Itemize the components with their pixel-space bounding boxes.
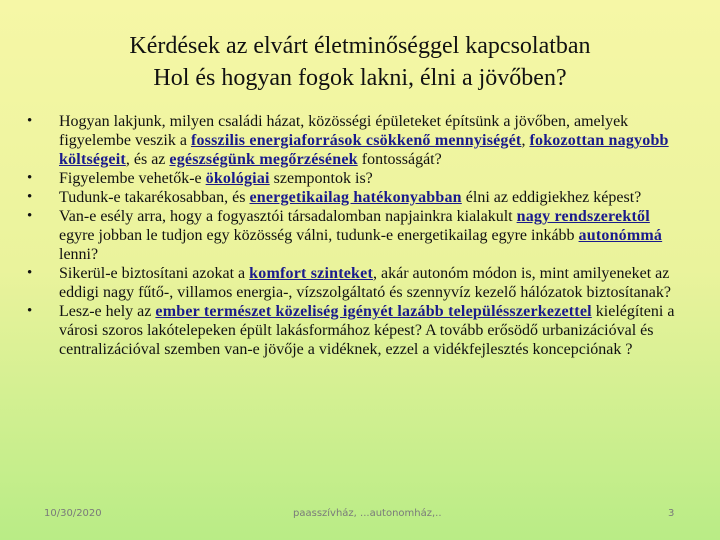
slide-title: [0, 30, 720, 94]
bullet-icon: •: [27, 265, 33, 281]
bullet-text: ,: [521, 132, 530, 149]
bullet-text: , akár autonóm módon is, mint amilyeneket az eddigi nagy fűtő-, villamos energia-, vízszolgáltató és szennyvíz kezelő hálózatok biztosítanak?: [59, 265, 671, 301]
bullet-text: fontosságát?: [357, 151, 442, 168]
highlighted-term: ökológiai: [205, 170, 270, 187]
highlighted-term: ember természet közeliség igényét lazább településszerkezettel: [155, 303, 592, 320]
bullet-text: Tudunk-e takarékosabban, és: [59, 189, 250, 206]
bullet-icon: •: [27, 303, 33, 319]
bullet-icon: •: [27, 113, 33, 129]
bullet-text: Hogyan lakjunk, milyen családi házat, közösségi épületeket építsünk a jövőben, amelyek figyelembe veszik a: [59, 113, 629, 149]
bullet-item: [24, 188, 684, 207]
slide-number: 3: [668, 508, 675, 519]
highlighted-term: energetikailag hatékonyabban: [249, 189, 462, 206]
bullet-icon: •: [27, 170, 33, 186]
bullet-list: [24, 112, 684, 359]
highlighted-term: egészségünk megőrzésének: [169, 151, 358, 168]
bullet-text: élni az eddigiekhez képest?: [461, 189, 642, 206]
highlighted-term: nagy rendszerektől: [516, 208, 650, 225]
highlighted-term: fosszilis energiaforrások csökkenő mennyiségét: [190, 132, 522, 149]
bullet-text: Figyelembe vehetők-e: [59, 170, 206, 187]
bullet-item: [24, 112, 684, 169]
bullet-icon: •: [27, 208, 33, 224]
bullet-text: egyre jobban le tudjon egy közösség válni, tudunk-e energetikailag egyre inkább: [59, 227, 579, 244]
bullet-text: Van-e esély arra, hogy a fogyasztói társadalomban napjainkra kialakult: [59, 208, 517, 225]
highlighted-term: autonómmá: [578, 227, 663, 244]
bullet-text: Lesz-e hely az: [59, 303, 156, 320]
bullet-icon: •: [27, 189, 33, 205]
footer-title: paasszívház, ...autonomház,..: [293, 508, 442, 519]
slide-title-line-2: Hol és hogyan fogok lakni, élni a jövőben?: [153, 65, 567, 91]
bullet-text: lenni?: [59, 246, 99, 263]
slide-title-line-1: Kérdések az elvárt életminőséggel kapcsolatban: [129, 33, 591, 59]
bullet-text: Sikerül-e biztosítani azokat a: [59, 265, 250, 282]
footer-date: 10/30/2020: [44, 508, 102, 519]
bullet-item: [24, 264, 684, 302]
bullet-text: , és az: [125, 151, 170, 168]
bullet-item: [24, 207, 684, 264]
bullet-text: kielégíteni a városi szoros lakótelepeken épült lakásformához képest? A tovább erősödő urbanizációval és centralizációval szemben van-e jövője a vidéknek, ezzel a vidékfejlesztés koncepciónak ?: [59, 303, 675, 358]
bullet-text: szempontok is?: [269, 170, 373, 187]
highlighted-term: fokozottan nagyobb költségeit: [59, 132, 669, 168]
highlighted-term: komfort szinteket: [249, 265, 373, 282]
bullet-item: [24, 302, 684, 359]
bullet-item: [24, 169, 684, 188]
